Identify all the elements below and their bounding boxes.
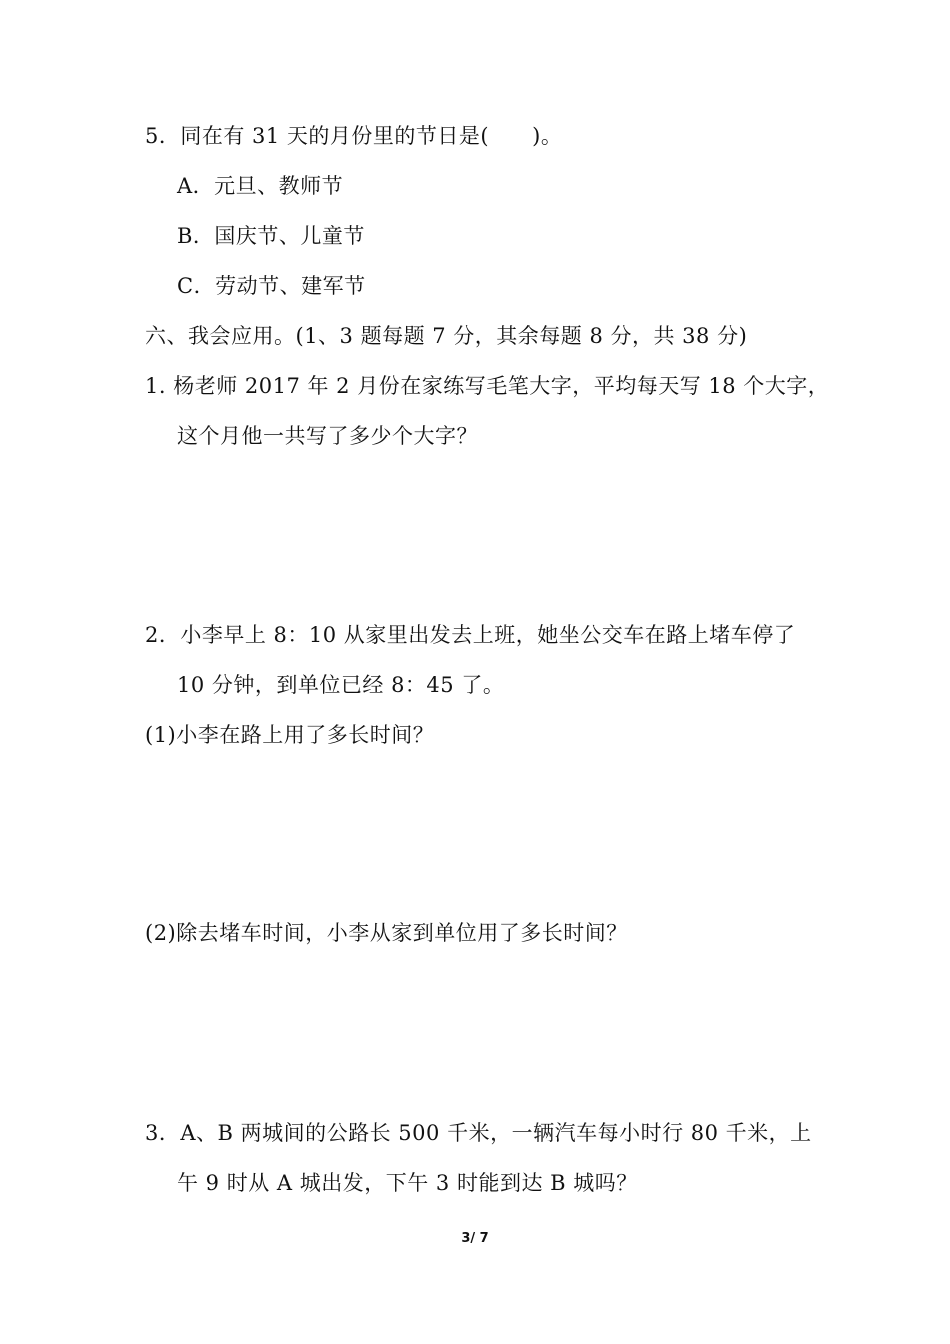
application-question-3-line-1: 3．A、B 两城间的公路长 500 千米，一辆汽车每小时行 80 千米，上 xyxy=(145,1121,812,1145)
application-question-2-sub-1: (1)小李在路上用了多长时间？ xyxy=(145,723,435,747)
question-5-option-b: B．国庆节、儿童节 xyxy=(177,224,365,248)
page-number: 3/ 7 xyxy=(461,1231,489,1246)
question-5-stem: 5．同在有 31 天的月份里的节日是( )。 xyxy=(145,124,563,148)
application-question-1-line-2: 这个月他一共写了多少个大字？ xyxy=(177,424,478,448)
application-question-2-line-2: 10 分钟，到单位已经 8：45 了。 xyxy=(177,673,505,697)
application-question-3-line-2: 午 9 时从 A 城出发，下午 3 时能到达 B 城吗？ xyxy=(177,1171,638,1195)
question-5-option-a: A．元旦、教师节 xyxy=(177,174,344,198)
application-question-2-line-1: 2．小李早上 8：10 从家里出发去上班，她坐公交车在路上堵车停了 xyxy=(145,623,796,647)
application-question-1-line-1: 1. 杨老师 2017 年 2 月份在家练写毛笔大字，平均每天写 18 个大字， xyxy=(145,374,830,398)
question-5-option-c: C．劳动节、建军节 xyxy=(177,274,366,298)
application-question-2-sub-2: (2)除去堵车时间，小李从家到单位用了多长时间？ xyxy=(145,921,628,945)
section-6-heading: 六、我会应用。(1、3 题每题 7 分，其余每题 8 分，共 38 分) xyxy=(145,324,748,348)
